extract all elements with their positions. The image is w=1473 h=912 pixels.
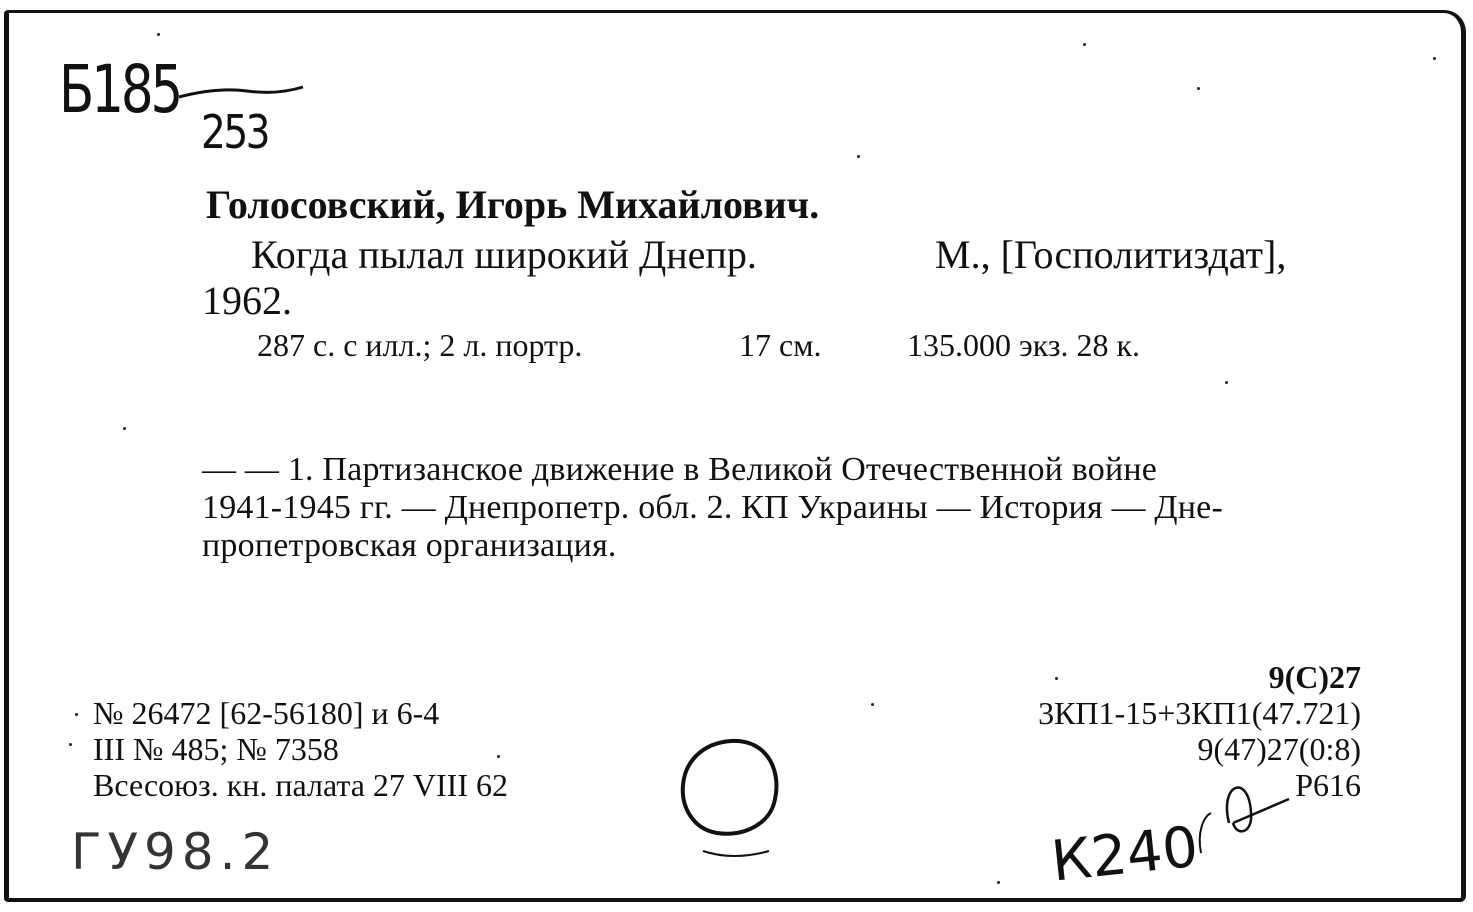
- catalog-number-line-1: № 26472 [62-56180] и 6-4: [93, 695, 440, 731]
- speck: [1055, 677, 1058, 680]
- author-heading: Голосовский, Игорь Михайлович.: [206, 182, 820, 227]
- speck: [871, 703, 874, 706]
- classification-line-4: Р616: [1295, 767, 1361, 803]
- shelf-mark-sub: 253: [201, 105, 268, 159]
- speck: [69, 743, 72, 746]
- subject-line-3: пропетровская организация.: [202, 527, 617, 564]
- physical-description: 287 с. с илл.; 2 л. портр.: [257, 327, 583, 363]
- speck: [857, 155, 860, 158]
- handwritten-bottom-left-note: ГУ98.2: [71, 823, 280, 881]
- classification-line-1: 9(С)27: [1268, 659, 1361, 695]
- publication-year: 1962.: [202, 278, 292, 323]
- speck: [1225, 381, 1228, 384]
- speck: [75, 713, 78, 716]
- handwritten-bottom-right-note: К240: [1048, 814, 1202, 895]
- hole-circle-mark: [673, 733, 793, 863]
- speck: [123, 427, 126, 430]
- classification-line-2: 3КП1-15+3КП1(47.721): [1038, 695, 1361, 731]
- speck: [1197, 87, 1200, 90]
- classification-line-3: 9(47)27(0:8): [1197, 731, 1361, 767]
- subject-line-1: — — 1. Партизанское движение в Великой Отечественной войне: [202, 451, 1158, 488]
- catalog-number-line-2: III № 485; № 7358: [93, 731, 339, 767]
- print-run-price: 135.000 экз. 28 к.: [907, 327, 1141, 363]
- shelf-mark-main: Б185: [59, 51, 181, 128]
- speck: [997, 881, 1000, 884]
- book-size: 17 см.: [739, 327, 822, 363]
- publisher-line: М., [Госполитиздат],: [935, 232, 1287, 277]
- speck: [497, 755, 500, 758]
- catalog-card: [4, 10, 1466, 902]
- speck: [1083, 43, 1086, 46]
- shelf-mark-overline: [177, 83, 307, 103]
- title-line: Когда пылал широкий Днепр.: [251, 232, 757, 277]
- subject-line-2: 1941-1945 гг. — Днепропетр. обл. 2. КП Украины — История — Дне-: [202, 489, 1223, 526]
- speck: [1433, 57, 1436, 60]
- catalog-number-line-3: Всесоюз. кн. палата 27 VIII 62: [93, 767, 508, 803]
- handwritten-scribble: [1189, 753, 1299, 873]
- speck: [157, 33, 160, 36]
